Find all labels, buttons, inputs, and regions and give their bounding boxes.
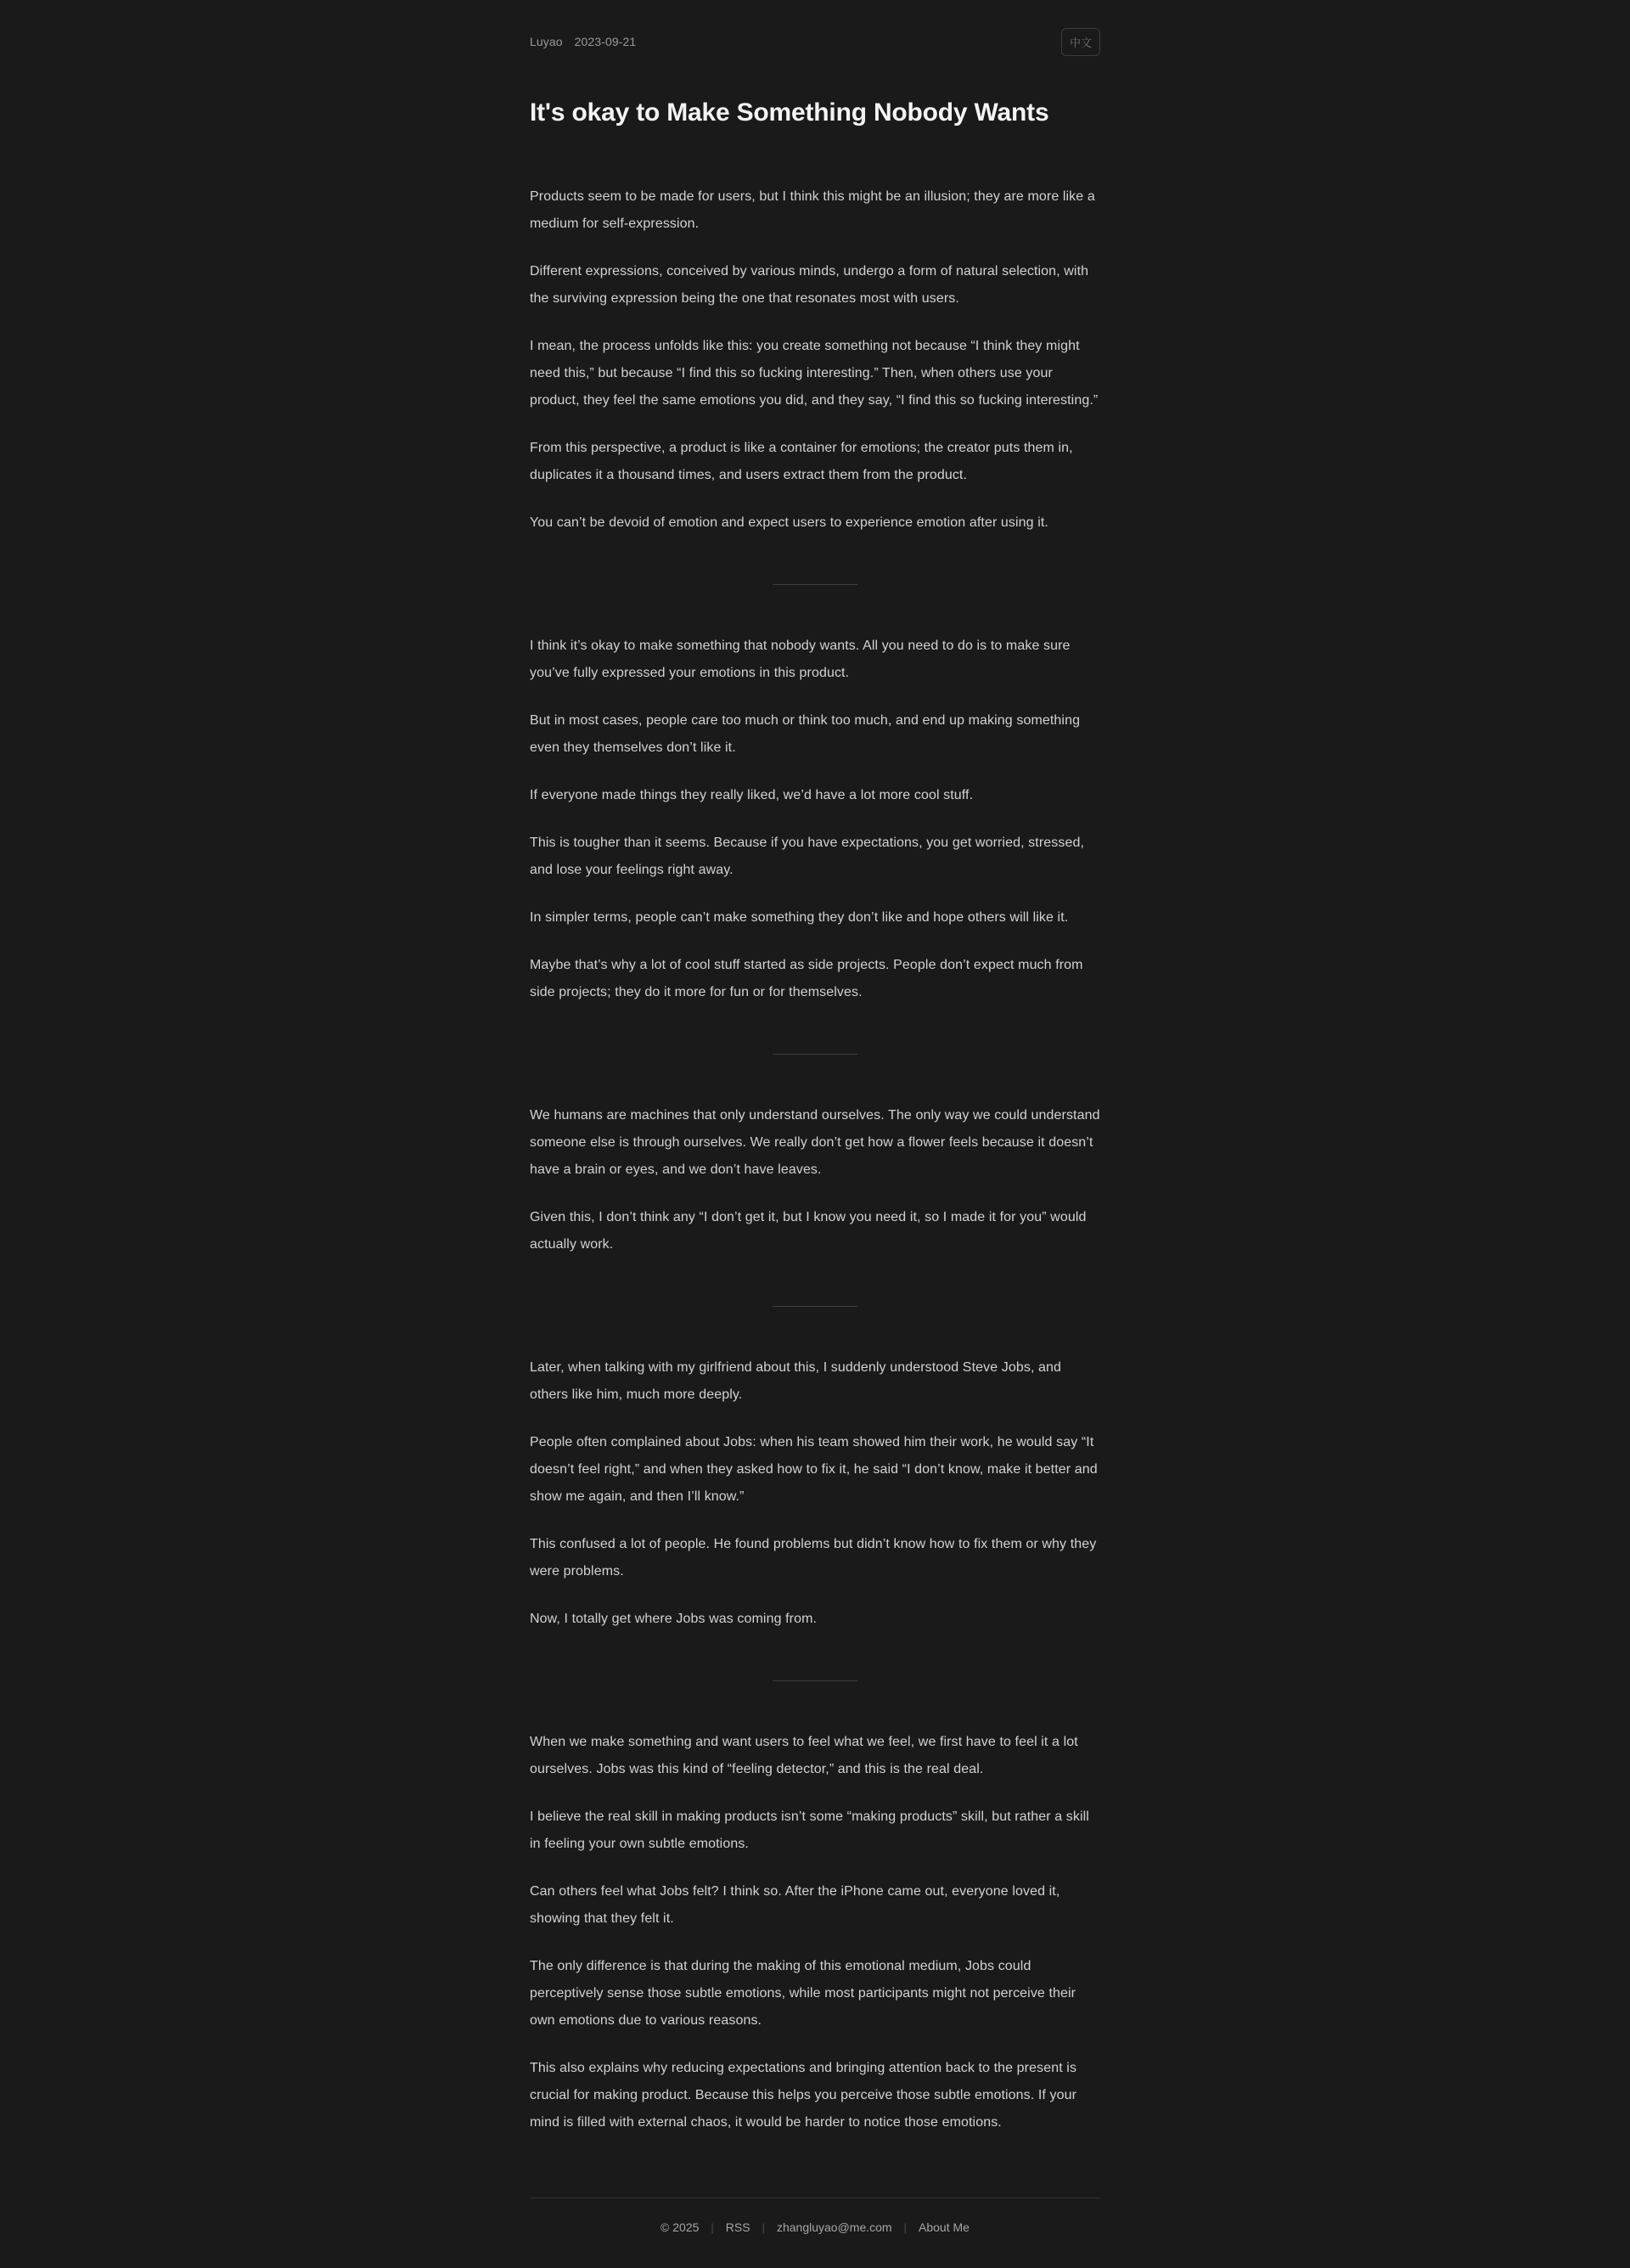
- paragraph: I mean, the process unfolds like this: you create something not because “I think they might need this,” but because “I find this so fucking interesting.” Then, when others use your product, they feel the same emotions you did, and they say, “I find this so fucking interesting.”: [530, 339, 1099, 408]
- page-title: It's okay to Make Something Nobody Wants: [530, 98, 1049, 127]
- post-meta: [530, 35, 636, 48]
- about-link[interactable]: About Me: [919, 2220, 970, 2234]
- author-name: Luyao: [530, 35, 563, 48]
- section-divider: [773, 1054, 857, 1055]
- paragraph: You can’t be devoid of emotion and expect users to experience emotion after using it.: [530, 515, 1048, 530]
- paragraph: From this perspective, a product is like a container for emotions; the creator puts them in, duplicates it a thousand times, and users extract them from the product.: [530, 441, 1073, 482]
- section-divider: [773, 1306, 857, 1307]
- footer-content: [530, 2220, 1100, 2234]
- paragraph: This confused a lot of people. He found problems but didn’t know how to fix them or why they were problems.: [530, 1537, 1097, 1579]
- header-meta: [530, 27, 1100, 56]
- paragraph: I think it’s okay to make something that nobody wants. All you need to do is to make sure you’ve fully expressed your emotions in this product.: [530, 639, 1071, 680]
- article-body: [530, 183, 1100, 2136]
- paragraph: In simpler terms, people can’t make something they don’t like and hope others will like it.: [530, 910, 1069, 925]
- paragraph: Can others feel what Jobs felt? I think so. After the iPhone came out, everyone loved it, showing that they felt it.: [530, 1884, 1060, 1926]
- paragraph: Later, when talking with my girlfriend about this, I suddenly understood Steve Jobs, and others like him, much more deeply.: [530, 1360, 1062, 1402]
- paragraph: The only difference is that during the making of this emotional medium, Jobs could perceptively sense those subtle emotions, while most participants might not perceive their own emotions due to various reasons.: [530, 1959, 1076, 2028]
- paragraph: Products seem to be made for users, but I think this might be an illusion; they are more like a medium for self-expression.: [530, 189, 1095, 231]
- paragraph: This also explains why reducing expectations and bringing attention back to the present is crucial for making product. Because this helps you perceive those subtle emotions. If your mind is filled with external chaos, it would be harder to notice those emotions.: [530, 2061, 1077, 2130]
- site-footer: [530, 2198, 1100, 2234]
- post-header: [530, 27, 1100, 129]
- post-date: 2023-09-21: [574, 35, 637, 48]
- paragraph: Given this, I don’t think any “I don’t get it, but I know you need it, so I made it for you” would actually work.: [530, 1210, 1087, 1252]
- paragraph: If everyone made things they really liked, we’d have a lot more cool stuff.: [530, 788, 974, 802]
- footer-separator: |: [762, 2221, 765, 2234]
- copyright-text: © 2025: [660, 2220, 700, 2234]
- footer-separator: |: [711, 2221, 714, 2234]
- paragraph: Different expressions, conceived by various minds, undergo a form of natural selection, with the surviving expression being the one that resonates most with users.: [530, 264, 1089, 306]
- paragraph: This is tougher than it seems. Because if you have expectations, you get worried, stressed, and lose your feelings right away.: [530, 836, 1084, 877]
- email-link[interactable]: zhangluyao@me.com: [776, 2220, 892, 2234]
- footer-separator: |: [903, 2221, 907, 2234]
- paragraph: When we make something and want users to feel what we feel, we first have to feel it a lot ourselves. Jobs was this kind of “feeling detector,” and this is the real deal.: [530, 1735, 1078, 1776]
- language-toggle-button[interactable]: 中文: [1061, 28, 1100, 56]
- paragraph: But in most cases, people care too much or think too much, and end up making something even they themselves don’t like it.: [530, 713, 1081, 755]
- paragraph: I believe the real skill in making products isn’t some “making products” skill, but rather a skill in feeling your own subtle emotions.: [530, 1809, 1089, 1851]
- paragraph: People often complained about Jobs: when his team showed him their work, he would say “It doesn’t feel right,” and when they asked how to fix it, he said “I don’t know, make it better and show me again, and then I’ll know.”: [530, 1435, 1098, 1504]
- rss-link[interactable]: RSS: [725, 2220, 750, 2234]
- paragraph: Now, I totally get where Jobs was coming from.: [530, 1612, 818, 1626]
- section-divider: [773, 1680, 857, 1681]
- section-divider: [773, 584, 857, 585]
- paragraph: Maybe that’s why a lot of cool stuff started as side projects. People don’t expect much from side projects; they do it more for fun or for themselves.: [530, 958, 1083, 999]
- paragraph: We humans are machines that only understand ourselves. The only way we could understand someone else is through ourselves. We really don’t get how a flower feels because it doesn’t have a brain or eyes, and we don’t have leaves.: [530, 1108, 1100, 1177]
